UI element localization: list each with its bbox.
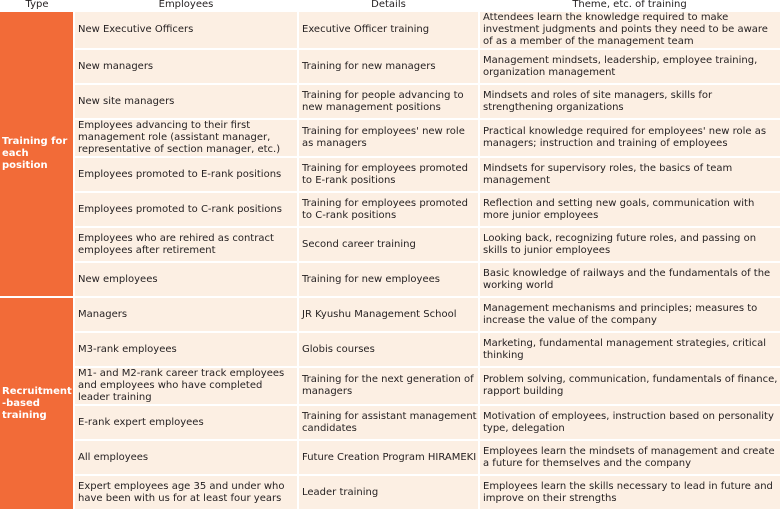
details-cell: Future Creation Program HIRAMEKI — [298, 440, 479, 475]
table-row — [0, 227, 780, 262]
theme-cell: Reflection and setting new goals, communication with more junior employees — [479, 192, 780, 227]
table-row — [0, 440, 780, 475]
table-row — [0, 49, 780, 84]
table-row — [0, 11, 780, 49]
table-header-row — [0, 0, 780, 11]
employees-cell: New employees — [74, 262, 298, 297]
details-cell: JR Kyushu Management School — [298, 297, 479, 332]
header-theme: Theme, etc. of training — [479, 0, 780, 11]
employees-cell: New Executive Officers — [74, 11, 298, 49]
details-cell: Training for employees' new role as managers — [298, 119, 479, 157]
details-cell: Training for employees promoted to C-rank positions — [298, 192, 479, 227]
table-row — [0, 262, 780, 297]
header-details: Details — [298, 0, 479, 11]
table-row — [0, 475, 780, 509]
details-cell: Leader training — [298, 475, 479, 509]
details-cell: Second career training — [298, 227, 479, 262]
employees-cell: M3-rank employees — [74, 332, 298, 367]
theme-cell: Marketing, fundamental management strategies, critical thinking — [479, 332, 780, 367]
type-cell-position: Training for each position — [0, 11, 74, 297]
type-cell-recruitment: Recruitment-based training — [0, 297, 74, 509]
table-row — [0, 119, 780, 157]
details-cell: Training for employees promoted to E-rank positions — [298, 157, 479, 192]
theme-cell: Looking back, recognizing future roles, and passing on skills to junior employees — [479, 227, 780, 262]
theme-cell: Basic knowledge of railways and the fundamentals of the working world — [479, 262, 780, 297]
table-row — [0, 297, 780, 332]
details-cell: Globis courses — [298, 332, 479, 367]
table-row — [0, 367, 780, 405]
employees-cell: Employees promoted to C-rank positions — [74, 192, 298, 227]
table-row — [0, 157, 780, 192]
employees-cell: New managers — [74, 49, 298, 84]
details-cell: Training for assistant management candidates — [298, 405, 479, 440]
theme-cell: Mindsets and roles of site managers, skills for strengthening organizations — [479, 84, 780, 119]
employees-cell: New site managers — [74, 84, 298, 119]
employees-cell: Employees advancing to their first management role (assistant manager, representative of section manager, etc.) — [74, 119, 298, 157]
table-row — [0, 84, 780, 119]
employees-cell: Expert employees age 35 and under who have been with us for at least four years — [74, 475, 298, 509]
table-row — [0, 332, 780, 367]
header-type: Type — [0, 0, 74, 11]
table-row — [0, 192, 780, 227]
theme-cell: Practical knowledge required for employees' new role as managers; instruction and training of employees — [479, 119, 780, 157]
details-cell: Training for people advancing to new management positions — [298, 84, 479, 119]
employees-cell: Employees promoted to E-rank positions — [74, 157, 298, 192]
table-row — [0, 405, 780, 440]
theme-cell: Mindsets for supervisory roles, the basics of team management — [479, 157, 780, 192]
employees-cell: E-rank expert employees — [74, 405, 298, 440]
theme-cell: Management mechanisms and principles; measures to increase the value of the company — [479, 297, 780, 332]
theme-cell: Employees learn the skills necessary to lead in future and improve on their strengths — [479, 475, 780, 509]
theme-cell: Motivation of employees, instruction based on personality type, delegation — [479, 405, 780, 440]
theme-cell: Attendees learn the knowledge required to make investment judgments and points they need to be aware of as a member of the management team — [479, 11, 780, 49]
theme-cell: Employees learn the mindsets of management and create a future for themselves and the company — [479, 440, 780, 475]
details-cell: Training for new managers — [298, 49, 479, 84]
employees-cell: Employees who are rehired as contract employees after retirement — [74, 227, 298, 262]
employees-cell: Managers — [74, 297, 298, 332]
theme-cell: Management mindsets, leadership, employee training, organization management — [479, 49, 780, 84]
details-cell: Training for new employees — [298, 262, 479, 297]
details-cell: Training for the next generation of managers — [298, 367, 479, 405]
employees-cell: M1- and M2-rank career track employees and employees who have completed leader training — [74, 367, 298, 405]
header-employees: Employees — [74, 0, 298, 11]
details-cell: Executive Officer training — [298, 11, 479, 49]
theme-cell: Problem solving, communication, fundamentals of finance, rapport building — [479, 367, 780, 405]
employees-cell: All employees — [74, 440, 298, 475]
